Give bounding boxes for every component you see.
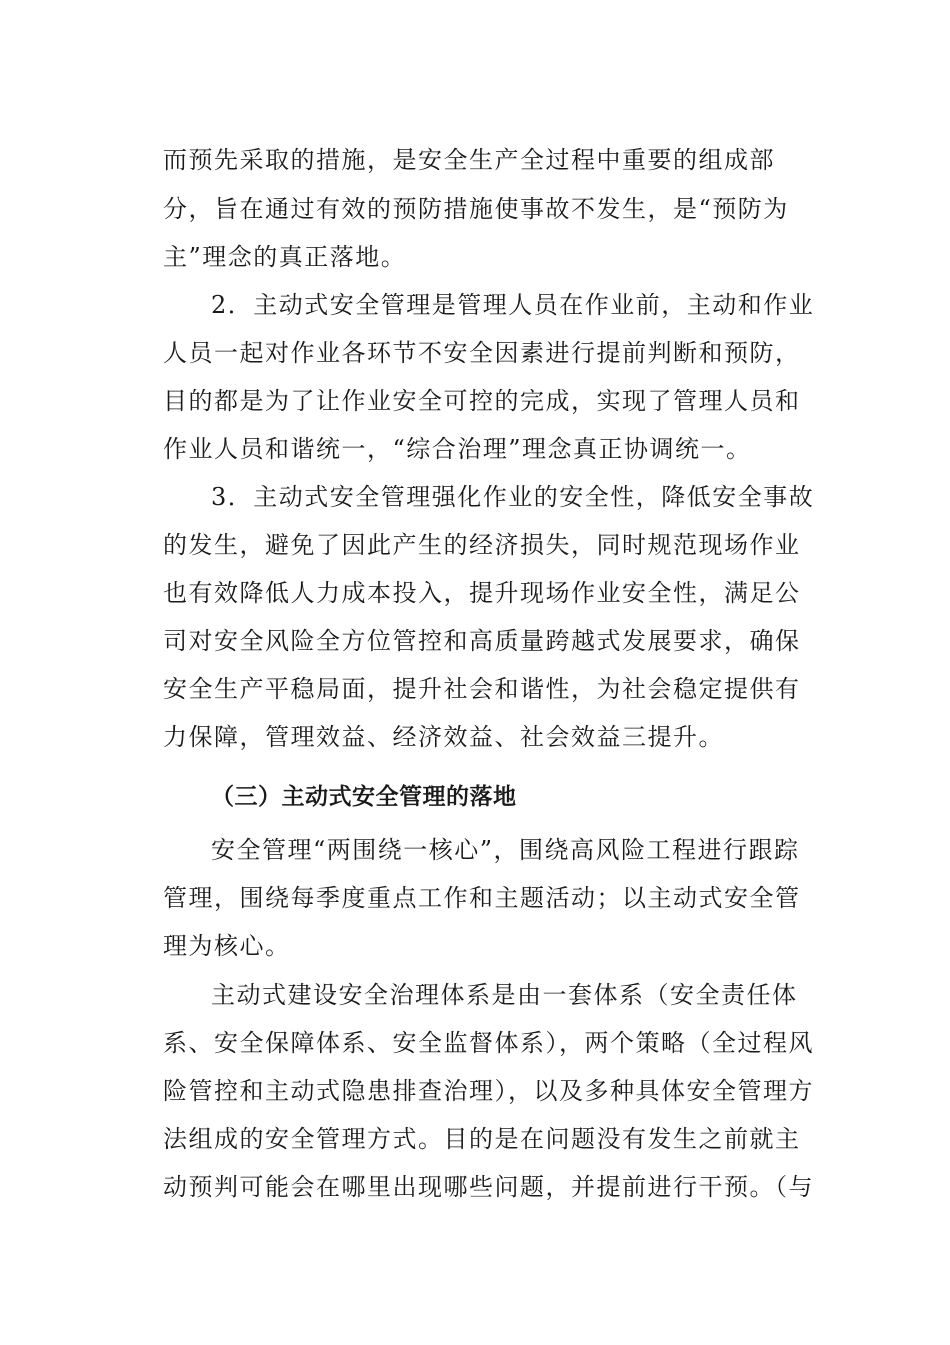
text-line: 法组成的安全管理方式。目的是在问题没有发生之前就主 xyxy=(163,1125,801,1153)
text-line: 分，旨在通过有效的预防措施使事故不发生，是“预防为 xyxy=(163,195,789,223)
text-line: 安全管理“两围绕一核心”，围绕高风险工程进行跟踪 xyxy=(211,836,800,864)
text-line: 安全生产平稳局面，提升社会和谐性，为社会稳定提供有 xyxy=(163,675,801,703)
text-line: 2．主动式安全管理是管理人员在作业前，主动和作业 xyxy=(211,291,815,319)
text-line: 作业人员和谐统一，“综合治理”理念真正协调统一。 xyxy=(163,435,752,463)
text-line: 也有效降低人力成本投入，提升现场作业安全性，满足公 xyxy=(163,579,801,607)
text-line: 而预先采取的措施，是安全生产全过程中重要的组成部 xyxy=(163,146,775,174)
text-line: 3．主动式安全管理强化作业的安全性，降低安全事故 xyxy=(211,483,815,511)
text-line: 目的都是为了让作业安全可控的完成，实现了管理人员和 xyxy=(163,387,801,415)
text-line: 系、安全保障体系、安全监督体系），两个策略（全过程风 xyxy=(163,1029,814,1057)
text-line: 主”理念的真正落地。 xyxy=(163,243,407,271)
text-line: 司对安全风险全方位管控和高质量跨越式发展要求，确保 xyxy=(163,627,801,655)
section-heading: （三）主动式安全管理的落地 xyxy=(211,784,517,810)
text-line: 险管控和主动式隐患排查治理），以及多种具体安全管理方 xyxy=(163,1077,814,1105)
text-line: 主动式建设安全治理体系是由一套体系（安全责任体 xyxy=(211,981,798,1009)
text-line: 理为核心。 xyxy=(163,932,291,960)
text-line: 力保障，管理效益、经济效益、社会效益三提升。 xyxy=(163,723,724,751)
text-line: 管理，围绕每季度重点工作和主题活动；以主动式安全管 xyxy=(163,884,801,912)
text-line: 的发生，避免了因此产生的经济损失，同时规范现场作业 xyxy=(163,531,801,559)
text-line: 人员一起对作业各环节不安全因素进行提前判断和预防， xyxy=(163,339,801,367)
text-line: 动预判可能会在哪里出现哪些问题，并提前进行干预。（与 xyxy=(163,1173,814,1201)
